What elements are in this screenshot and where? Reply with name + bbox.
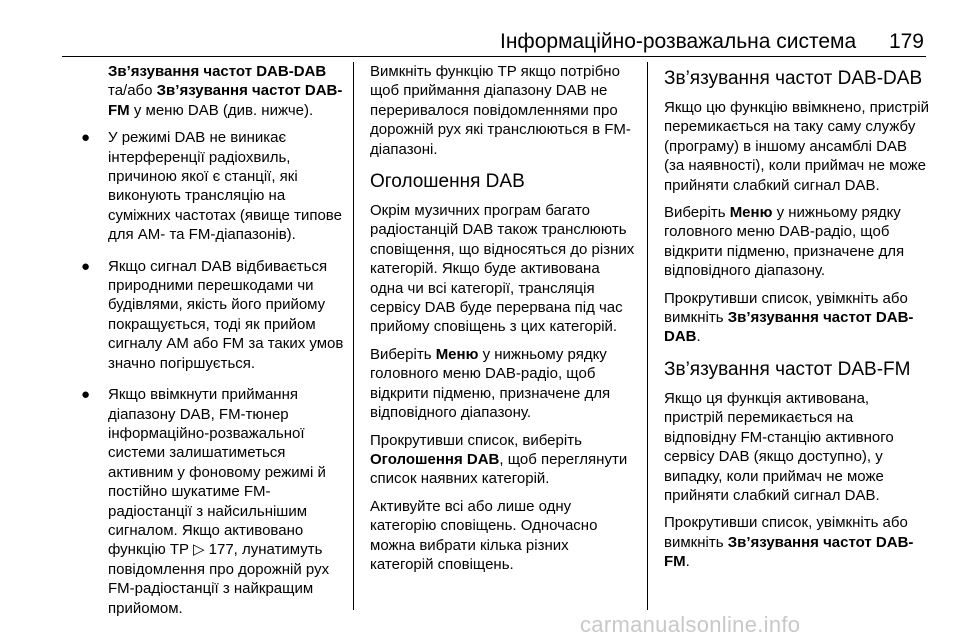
page-reference-icon: ▷	[192, 541, 205, 559]
list-item-text: Якщо ввімкнути приймання діапазону DAB, FM-тюнер інформаційно-розважальної системи залишатиметься активним у фоновому режимі й постійно шукатиме FM-радіостанції з найсильнішим сигналом. Якщо активовано функцію TP	[108, 386, 326, 559]
text-span: .	[696, 328, 701, 346]
dab-announcements-term: Оголошення DAB	[370, 450, 500, 468]
dab-fm-toggle-paragraph	[664, 513, 929, 571]
tp-paragraph: Вимкніть функцію TP якщо потрібно щоб приймання діапазону DAB не переривалося повідомленнями про дорожній рух які транслюються в FM-діапазоні.	[370, 63, 631, 158]
menu-instruction-paragraph	[664, 203, 929, 281]
dab-dab-paragraph: Якщо цю функцію ввімкнено, пристрій перемикається на таку саму службу (програму) в іншому ансамблі DAB (за наявності), коли приймач не може прийняти слабкий сигнал DAB.	[664, 99, 929, 194]
menu-term: Меню	[729, 204, 773, 222]
section-heading-dab-announcements: Оголошення DAB	[370, 171, 525, 193]
page-header-title: Інформаційно-розважальна система	[500, 30, 857, 53]
column-divider-1	[353, 62, 354, 610]
column-1	[75, 62, 345, 630]
list-item-text-end: 177, лунатимуть повідомлення про дорожній рух FM-радіостанції з найкращим прийомом.	[108, 541, 330, 617]
intro-paragraph	[75, 62, 345, 120]
bullet-icon: ●	[81, 257, 91, 275]
text-span: Прокрутивши список, виберіть	[370, 431, 582, 449]
list-item	[75, 257, 345, 373]
text-span: у нижньому рядку головного меню DAB-радіо, щоб відкрити підменю, призначене для відповідного діапазону.	[664, 204, 905, 280]
option-dab-dab-link: Зв’язування частот DAB-DAB	[108, 63, 327, 80]
intro-text-2: у меню DAB (див. нижче).	[129, 101, 314, 119]
feature-bullet-list	[75, 128, 345, 618]
option-dab-fm-link: Зв’язування частот DAB-FM	[108, 82, 343, 119]
column-3	[664, 62, 929, 580]
text-span: у нижньому рядку головного меню DAB-радіо, щоб відкрити підменю, призначене для відповідного діапазону.	[370, 345, 611, 422]
text-span: .	[685, 553, 690, 571]
text-span: Виберіть	[370, 345, 436, 363]
section-heading-dab-dab: Зв’язування частот DAB-DAB	[664, 68, 923, 89]
activate-paragraph: Активуйте всі або лише одну категорію сповіщень. Одночасно можна вибрати кілька різних категорій сповіщень.	[370, 497, 598, 573]
header-divider	[62, 56, 926, 57]
text-span: Виберіть	[664, 204, 730, 222]
text-span: Прокрутивши список, увімкніть або вимкніть	[664, 514, 908, 551]
list-item	[75, 385, 345, 618]
text-span: , щоб переглянути список наявних категорій.	[370, 450, 628, 488]
bullet-icon: ●	[81, 129, 91, 147]
announcements-paragraph: Окрім музичних програм багато радіостанцій DAB також транслюють сповіщення, що відносяться до різних категорій. Якщо буде активована одна чи всі категорії, трансляція сервісу DAB буде перервана під час прийому сповіщень з цих категорій.	[370, 202, 635, 336]
intro-text-1: та/або	[108, 82, 157, 100]
column-divider-2	[647, 62, 648, 610]
dab-fm-paragraph: Якщо ця функція активована, пристрій перемикається на відповідну FM-станцію активного сервісу DAB (якщо доступно), у випадку, коли приймач не може прийняти слабкий сигнал DAB.	[664, 389, 894, 504]
section-heading-dab-fm: Зв’язування частот DAB-FM	[664, 358, 911, 380]
column-2	[370, 62, 635, 582]
watermark-text: carmanualsonline.info	[580, 612, 801, 637]
menu-instruction-paragraph	[370, 345, 635, 423]
list-item-text: У режимі DAB не виникає інтерференції радіохвиль, причиною якої є станції, які виконують трансляцію на суміжних частотах (явище типове для AM- та FM-діапазонів).	[108, 129, 342, 244]
list-item	[75, 128, 345, 244]
page-number: 179	[888, 30, 924, 53]
bullet-icon: ●	[81, 386, 91, 404]
dab-dab-toggle-paragraph	[664, 289, 929, 347]
dab-dab-term: Зв’язування частот DAB-DAB	[664, 309, 914, 346]
text-span: Прокрутивши список, увімкніть або вимкніть	[664, 289, 908, 327]
scroll-instruction-paragraph	[370, 431, 635, 489]
menu-term: Меню	[435, 345, 479, 363]
list-item-text: Якщо сигнал DAB відбивається природними перешкодами чи будівлями, якість його прийому покращується, тоді як прийом сигналу AM або FM за таких умов значно погіршується.	[108, 257, 344, 372]
dab-fm-term: Зв’язування частот DAB-FM	[664, 533, 914, 571]
